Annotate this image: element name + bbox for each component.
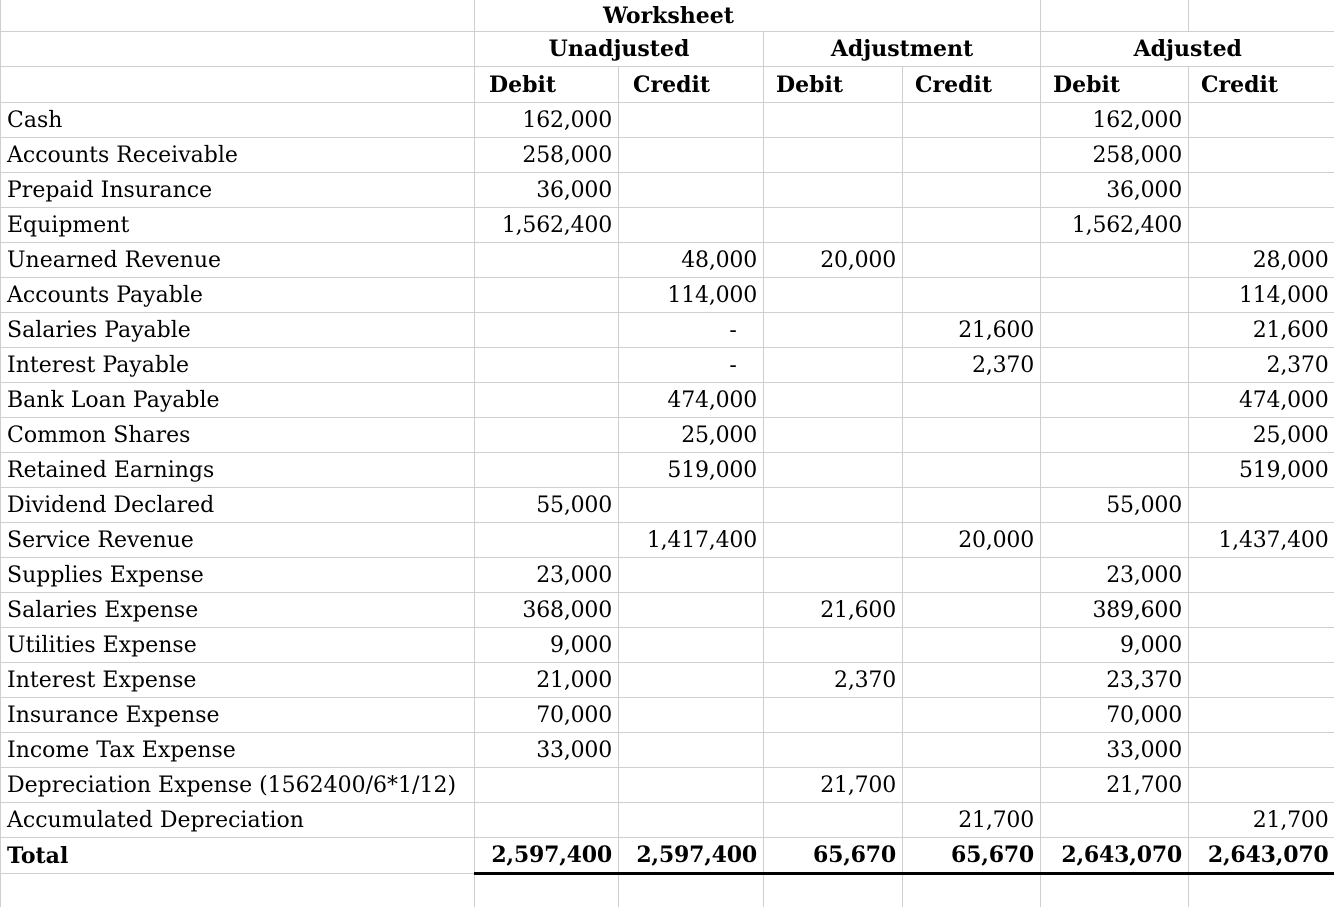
cell-adjusted-credit — [1189, 558, 1334, 593]
cell-adjustment-credit — [903, 243, 1041, 278]
corner-cell — [1, 0, 475, 32]
cell-adjustment-debit: 2,370 — [764, 663, 903, 698]
total-adjustment-debit: 65,670 — [764, 838, 903, 874]
group-header-row — [1, 32, 1334, 67]
cell-unadjusted-debit: 21,000 — [475, 663, 619, 698]
cell-adjustment-debit — [764, 698, 903, 733]
cell-adjustment-credit: 21,600 — [903, 313, 1041, 348]
cell-adjustment-debit: 21,700 — [764, 768, 903, 803]
cell-unadjusted-debit — [475, 243, 619, 278]
cell-unadjusted-credit — [619, 733, 764, 768]
cell-unadjusted-credit — [619, 208, 764, 243]
cell-adjustment-credit — [903, 208, 1041, 243]
cell-adjusted-credit — [1189, 768, 1334, 803]
table-row — [1, 453, 1334, 488]
cell-adjustment-credit: 21,700 — [903, 803, 1041, 838]
group-header-adjustment: Adjustment — [764, 32, 1041, 67]
cell-adjustment-debit — [764, 523, 903, 558]
account-name: Accounts Payable — [1, 278, 475, 313]
cell-adjustment-credit — [903, 558, 1041, 593]
subheader-unadjusted-credit: Credit — [619, 67, 764, 103]
cell-adjusted-credit: 21,600 — [1189, 313, 1334, 348]
cell-adjusted-credit — [1189, 138, 1334, 173]
cell-adjusted-debit: 389,600 — [1041, 593, 1189, 628]
account-name: Insurance Expense — [1, 698, 475, 733]
cell-adjusted-debit — [1041, 383, 1189, 418]
cell-unadjusted-credit — [619, 558, 764, 593]
account-name: Common Shares — [1, 418, 475, 453]
cell-unadjusted-debit — [475, 803, 619, 838]
cell-unadjusted-credit: 25,000 — [619, 418, 764, 453]
account-name: Service Revenue — [1, 523, 475, 558]
cell-adjusted-debit: 33,000 — [1041, 733, 1189, 768]
account-name: Income Tax Expense — [1, 733, 475, 768]
cell-unadjusted-credit — [619, 593, 764, 628]
cell-adjustment-debit — [764, 558, 903, 593]
cell-adjustment-debit — [764, 103, 903, 138]
cell-adjustment-credit — [903, 383, 1041, 418]
cell-adjustment-credit — [903, 628, 1041, 663]
account-name: Utilities Expense — [1, 628, 475, 663]
table-row — [1, 733, 1334, 768]
account-name: Interest Payable — [1, 348, 475, 383]
table-row — [1, 313, 1334, 348]
cell-adjustment-credit — [903, 593, 1041, 628]
cell-adjusted-credit: 21,700 — [1189, 803, 1334, 838]
cell-adjusted-debit: 162,000 — [1041, 103, 1189, 138]
cell-unadjusted-debit: 162,000 — [475, 103, 619, 138]
cell-adjusted-debit: 23,000 — [1041, 558, 1189, 593]
account-name: Interest Expense — [1, 663, 475, 698]
cell-adjusted-credit: 1,437,400 — [1189, 523, 1334, 558]
cell-adjustment-credit — [903, 488, 1041, 523]
cell-adjustment-credit — [903, 733, 1041, 768]
table-row — [1, 418, 1334, 453]
subheader-adjustment-debit: Debit — [764, 67, 903, 103]
table-row — [1, 278, 1334, 313]
cell-unadjusted-debit: 368,000 — [475, 593, 619, 628]
cell-adjusted-credit: 519,000 — [1189, 453, 1334, 488]
table-row — [1, 698, 1334, 733]
cell-unadjusted-debit: 258,000 — [475, 138, 619, 173]
cell-unadjusted-credit — [619, 698, 764, 733]
account-name: Accumulated Depreciation — [1, 803, 475, 838]
cell-unadjusted-credit: - — [619, 313, 764, 348]
table-row — [1, 593, 1334, 628]
cell-adjustment-debit — [764, 138, 903, 173]
cell-adjustment-debit — [764, 348, 903, 383]
account-name: Cash — [1, 103, 475, 138]
cell-unadjusted-credit — [619, 663, 764, 698]
cell-adjusted-debit: 1,562,400 — [1041, 208, 1189, 243]
cell-adjustment-credit — [903, 418, 1041, 453]
table-row — [1, 488, 1334, 523]
cell-unadjusted-debit — [475, 418, 619, 453]
cell-adjusted-credit — [1189, 628, 1334, 663]
account-name: Unearned Revenue — [1, 243, 475, 278]
group-header-adjusted: Adjusted — [1041, 32, 1334, 67]
cell-adjustment-credit — [903, 173, 1041, 208]
cell-unadjusted-debit — [475, 383, 619, 418]
cell-adjustment-debit — [764, 803, 903, 838]
total-adjusted-debit: 2,643,070 — [1041, 838, 1189, 874]
table-row — [1, 663, 1334, 698]
total-adjustment-credit: 65,670 — [903, 838, 1041, 874]
table-row — [1, 628, 1334, 663]
cell-adjusted-debit — [1041, 523, 1189, 558]
cell-adjustment-debit — [764, 628, 903, 663]
cell-adjustment-debit — [764, 208, 903, 243]
cell-adjustment-debit — [764, 383, 903, 418]
account-name: Salaries Expense — [1, 593, 475, 628]
cell-unadjusted-debit: 23,000 — [475, 558, 619, 593]
total-label: Total — [1, 838, 475, 874]
cell-adjustment-debit — [764, 488, 903, 523]
total-adjusted-credit: 2,643,070 — [1189, 838, 1334, 874]
cell-adjusted-credit — [1189, 733, 1334, 768]
cell-unadjusted-credit: 1,417,400 — [619, 523, 764, 558]
cell-unadjusted-debit: 33,000 — [475, 733, 619, 768]
cell-adjustment-debit — [764, 733, 903, 768]
cell-unadjusted-credit: 474,000 — [619, 383, 764, 418]
cell-adjustment-credit — [903, 663, 1041, 698]
cell-adjustment-debit — [764, 278, 903, 313]
table-row — [1, 348, 1334, 383]
cell-unadjusted-credit: 48,000 — [619, 243, 764, 278]
cell-unadjusted-credit — [619, 628, 764, 663]
cell-unadjusted-credit — [619, 173, 764, 208]
account-name: Dividend Declared — [1, 488, 475, 523]
subheader-adjustment-credit: Credit — [903, 67, 1041, 103]
cell-unadjusted-credit — [619, 138, 764, 173]
cell-adjustment-debit: 20,000 — [764, 243, 903, 278]
cell-unadjusted-credit: 519,000 — [619, 453, 764, 488]
cell-adjusted-credit — [1189, 698, 1334, 733]
cell-adjusted-debit — [1041, 453, 1189, 488]
cell-adjusted-debit — [1041, 348, 1189, 383]
account-name: Equipment — [1, 208, 475, 243]
cell-unadjusted-debit — [475, 523, 619, 558]
cell-adjustment-credit: 20,000 — [903, 523, 1041, 558]
subheader-adjusted-debit: Debit — [1041, 67, 1189, 103]
cell-unadjusted-debit — [475, 278, 619, 313]
cell-adjusted-credit: 474,000 — [1189, 383, 1334, 418]
cell-adjusted-debit: 258,000 — [1041, 138, 1189, 173]
cell-adjusted-credit: 28,000 — [1189, 243, 1334, 278]
cell-adjusted-debit — [1041, 313, 1189, 348]
cell-unadjusted-debit: 70,000 — [475, 698, 619, 733]
cell-adjusted-debit: 9,000 — [1041, 628, 1189, 663]
account-name: Prepaid Insurance — [1, 173, 475, 208]
cell-adjustment-credit — [903, 698, 1041, 733]
cell-unadjusted-debit — [475, 313, 619, 348]
group-header-unadjusted: Unadjusted — [475, 32, 764, 67]
cell-adjusted-credit — [1189, 103, 1334, 138]
cell-adjustment-credit — [903, 278, 1041, 313]
table-row — [1, 523, 1334, 558]
account-name: Salaries Payable — [1, 313, 475, 348]
cell-adjusted-credit: 114,000 — [1189, 278, 1334, 313]
cell-adjusted-debit: 36,000 — [1041, 173, 1189, 208]
cell-adjusted-debit: 70,000 — [1041, 698, 1189, 733]
cell-adjustment-debit: 21,600 — [764, 593, 903, 628]
cell-adjustment-credit — [903, 768, 1041, 803]
cell-unadjusted-debit: 36,000 — [475, 173, 619, 208]
cell-adjusted-credit: 2,370 — [1189, 348, 1334, 383]
table-row — [1, 138, 1334, 173]
cell-adjusted-credit: 25,000 — [1189, 418, 1334, 453]
total-unadjusted-debit: 2,597,400 — [475, 838, 619, 874]
cell-unadjusted-debit: 1,562,400 — [475, 208, 619, 243]
cell-unadjusted-debit — [475, 453, 619, 488]
total-row — [1, 838, 1334, 874]
cell-adjusted-credit — [1189, 663, 1334, 698]
cell-adjustment-debit — [764, 313, 903, 348]
cell-unadjusted-credit: - — [619, 348, 764, 383]
cell-adjustment-debit — [764, 453, 903, 488]
title-row — [1, 0, 1334, 32]
cell-adjusted-debit — [1041, 418, 1189, 453]
cell-unadjusted-credit — [619, 488, 764, 523]
cell-adjusted-debit — [1041, 803, 1189, 838]
cell-adjusted-debit: 21,700 — [1041, 768, 1189, 803]
account-name: Accounts Receivable — [1, 138, 475, 173]
subheader-unadjusted-debit: Debit — [475, 67, 619, 103]
sheet-title: Worksheet — [475, 0, 1041, 32]
cell-adjusted-debit: 23,370 — [1041, 663, 1189, 698]
table-row — [1, 383, 1334, 418]
subheader-adjusted-credit: Credit — [1189, 67, 1334, 103]
cell-unadjusted-debit: 9,000 — [475, 628, 619, 663]
cell-adjusted-debit: 55,000 — [1041, 488, 1189, 523]
cell-adjustment-credit — [903, 453, 1041, 488]
table-row — [1, 768, 1334, 803]
subheader-row — [1, 67, 1334, 103]
cell-adjusted-debit — [1041, 243, 1189, 278]
cell-adjusted-credit — [1189, 208, 1334, 243]
cell-adjustment-debit — [764, 418, 903, 453]
cell-adjusted-debit — [1041, 278, 1189, 313]
cell-adjusted-credit — [1189, 488, 1334, 523]
table-row — [1, 243, 1334, 278]
table-row — [1, 103, 1334, 138]
table-row — [1, 558, 1334, 593]
account-name: Retained Earnings — [1, 453, 475, 488]
cell-unadjusted-credit: 114,000 — [619, 278, 764, 313]
account-name: Supplies Expense — [1, 558, 475, 593]
cell-adjustment-credit — [903, 103, 1041, 138]
cell-unadjusted-credit — [619, 103, 764, 138]
table-row — [1, 208, 1334, 243]
cell-adjustment-credit: 2,370 — [903, 348, 1041, 383]
table-row — [1, 173, 1334, 208]
account-name: Depreciation Expense (1562400/6*1/12) — [1, 768, 475, 803]
cell-adjustment-debit — [764, 173, 903, 208]
cell-unadjusted-credit — [619, 803, 764, 838]
total-unadjusted-credit: 2,597,400 — [619, 838, 764, 874]
cell-adjusted-credit — [1189, 173, 1334, 208]
account-name: Bank Loan Payable — [1, 383, 475, 418]
cell-unadjusted-debit: 55,000 — [475, 488, 619, 523]
cell-adjustment-credit — [903, 138, 1041, 173]
cell-unadjusted-credit — [619, 768, 764, 803]
cell-unadjusted-debit — [475, 348, 619, 383]
cell-unadjusted-debit — [475, 768, 619, 803]
table-row — [1, 803, 1334, 838]
cell-adjusted-credit — [1189, 593, 1334, 628]
